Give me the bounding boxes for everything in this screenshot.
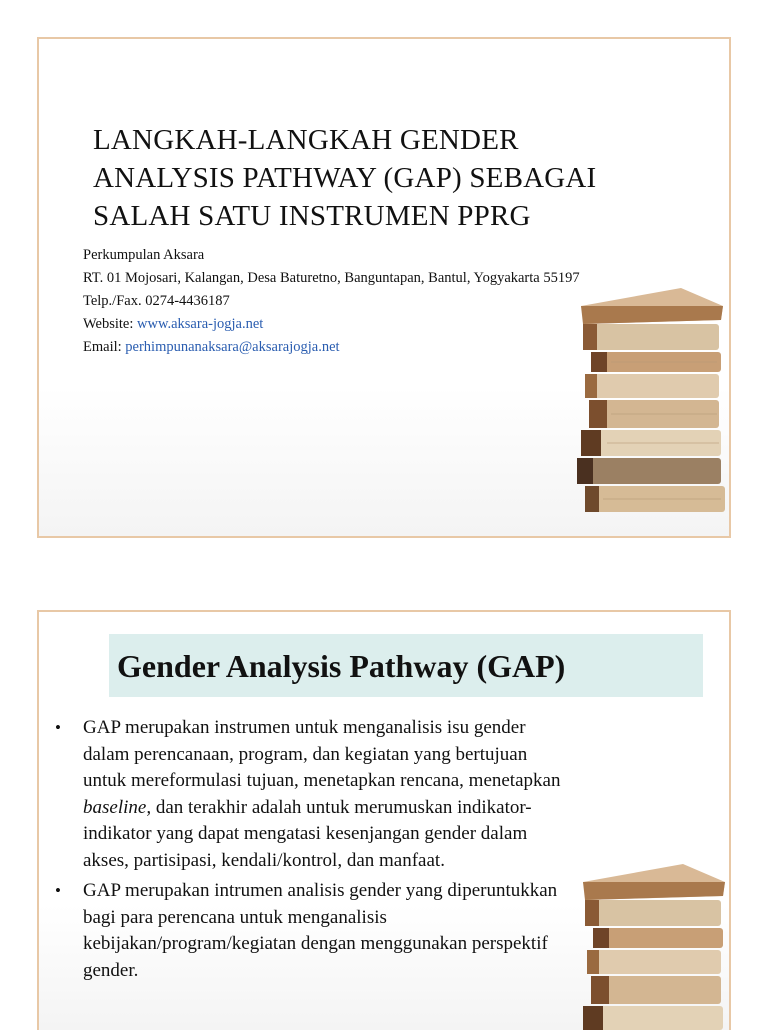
stack-of-books-image bbox=[571, 284, 731, 519]
email-label: Email: bbox=[83, 339, 126, 355]
bullet-icon: • bbox=[55, 881, 61, 900]
address: RT. 01 Mojosari, Kalangan, Desa Baturetno, Banguntapan, Bantul, Yogyakarta 55197 bbox=[83, 270, 580, 286]
bullet-text: GAP merupakan intrumen analisis gender yang diperuntukkan bagi para perencana untuk menganalisis kebijakan/program/kegiatan dengan menggunakan perspektif gender. bbox=[83, 880, 558, 981]
slide-title: Gender Analysis Pathway (GAP) bbox=[117, 648, 566, 684]
bullet-icon: • bbox=[55, 718, 61, 737]
title-bar bbox=[109, 634, 703, 697]
bullet-text-italic: baseline, bbox=[83, 796, 152, 818]
books-illustration bbox=[573, 860, 731, 1030]
email-link[interactable]: perhimpunanaksara@aksarajogja.net bbox=[125, 339, 340, 355]
phone: Telp./Fax. 0274-4436187 bbox=[83, 293, 230, 309]
bullet-text-after: dan terakhir adalah untuk merumuskan indikator-indikator yang dapat mengatasi kesenjangan gender dalam akses, partisipasi, kendali/kontrol, dan manfaat. bbox=[83, 796, 532, 871]
list-item bbox=[53, 878, 573, 984]
website-link[interactable]: www.aksara-jogja.net bbox=[137, 316, 264, 332]
bullet-text-before: GAP merupakan instrumen untuk menganalisis isu gender dalam perencanaan, program, dan kegiatan yang bertujuan untuk mereformulasi tujuan, menetapkan rencana, menetapkan bbox=[83, 717, 561, 791]
bullet-list bbox=[53, 715, 573, 988]
website-label: Website: bbox=[83, 316, 137, 332]
books-illustration bbox=[571, 284, 731, 519]
content-slide bbox=[37, 610, 731, 1030]
list-item bbox=[53, 715, 573, 874]
stack-of-books-image bbox=[573, 860, 731, 1030]
title-slide bbox=[37, 37, 731, 538]
organization-name: Perkumpulan Aksara bbox=[83, 247, 205, 263]
slide-title: LANGKAH-LANGKAH GENDER ANALYSIS PATHWAY (GAP) SEBAGAI SALAH SATU INSTRUMEN PPRG bbox=[93, 124, 597, 232]
